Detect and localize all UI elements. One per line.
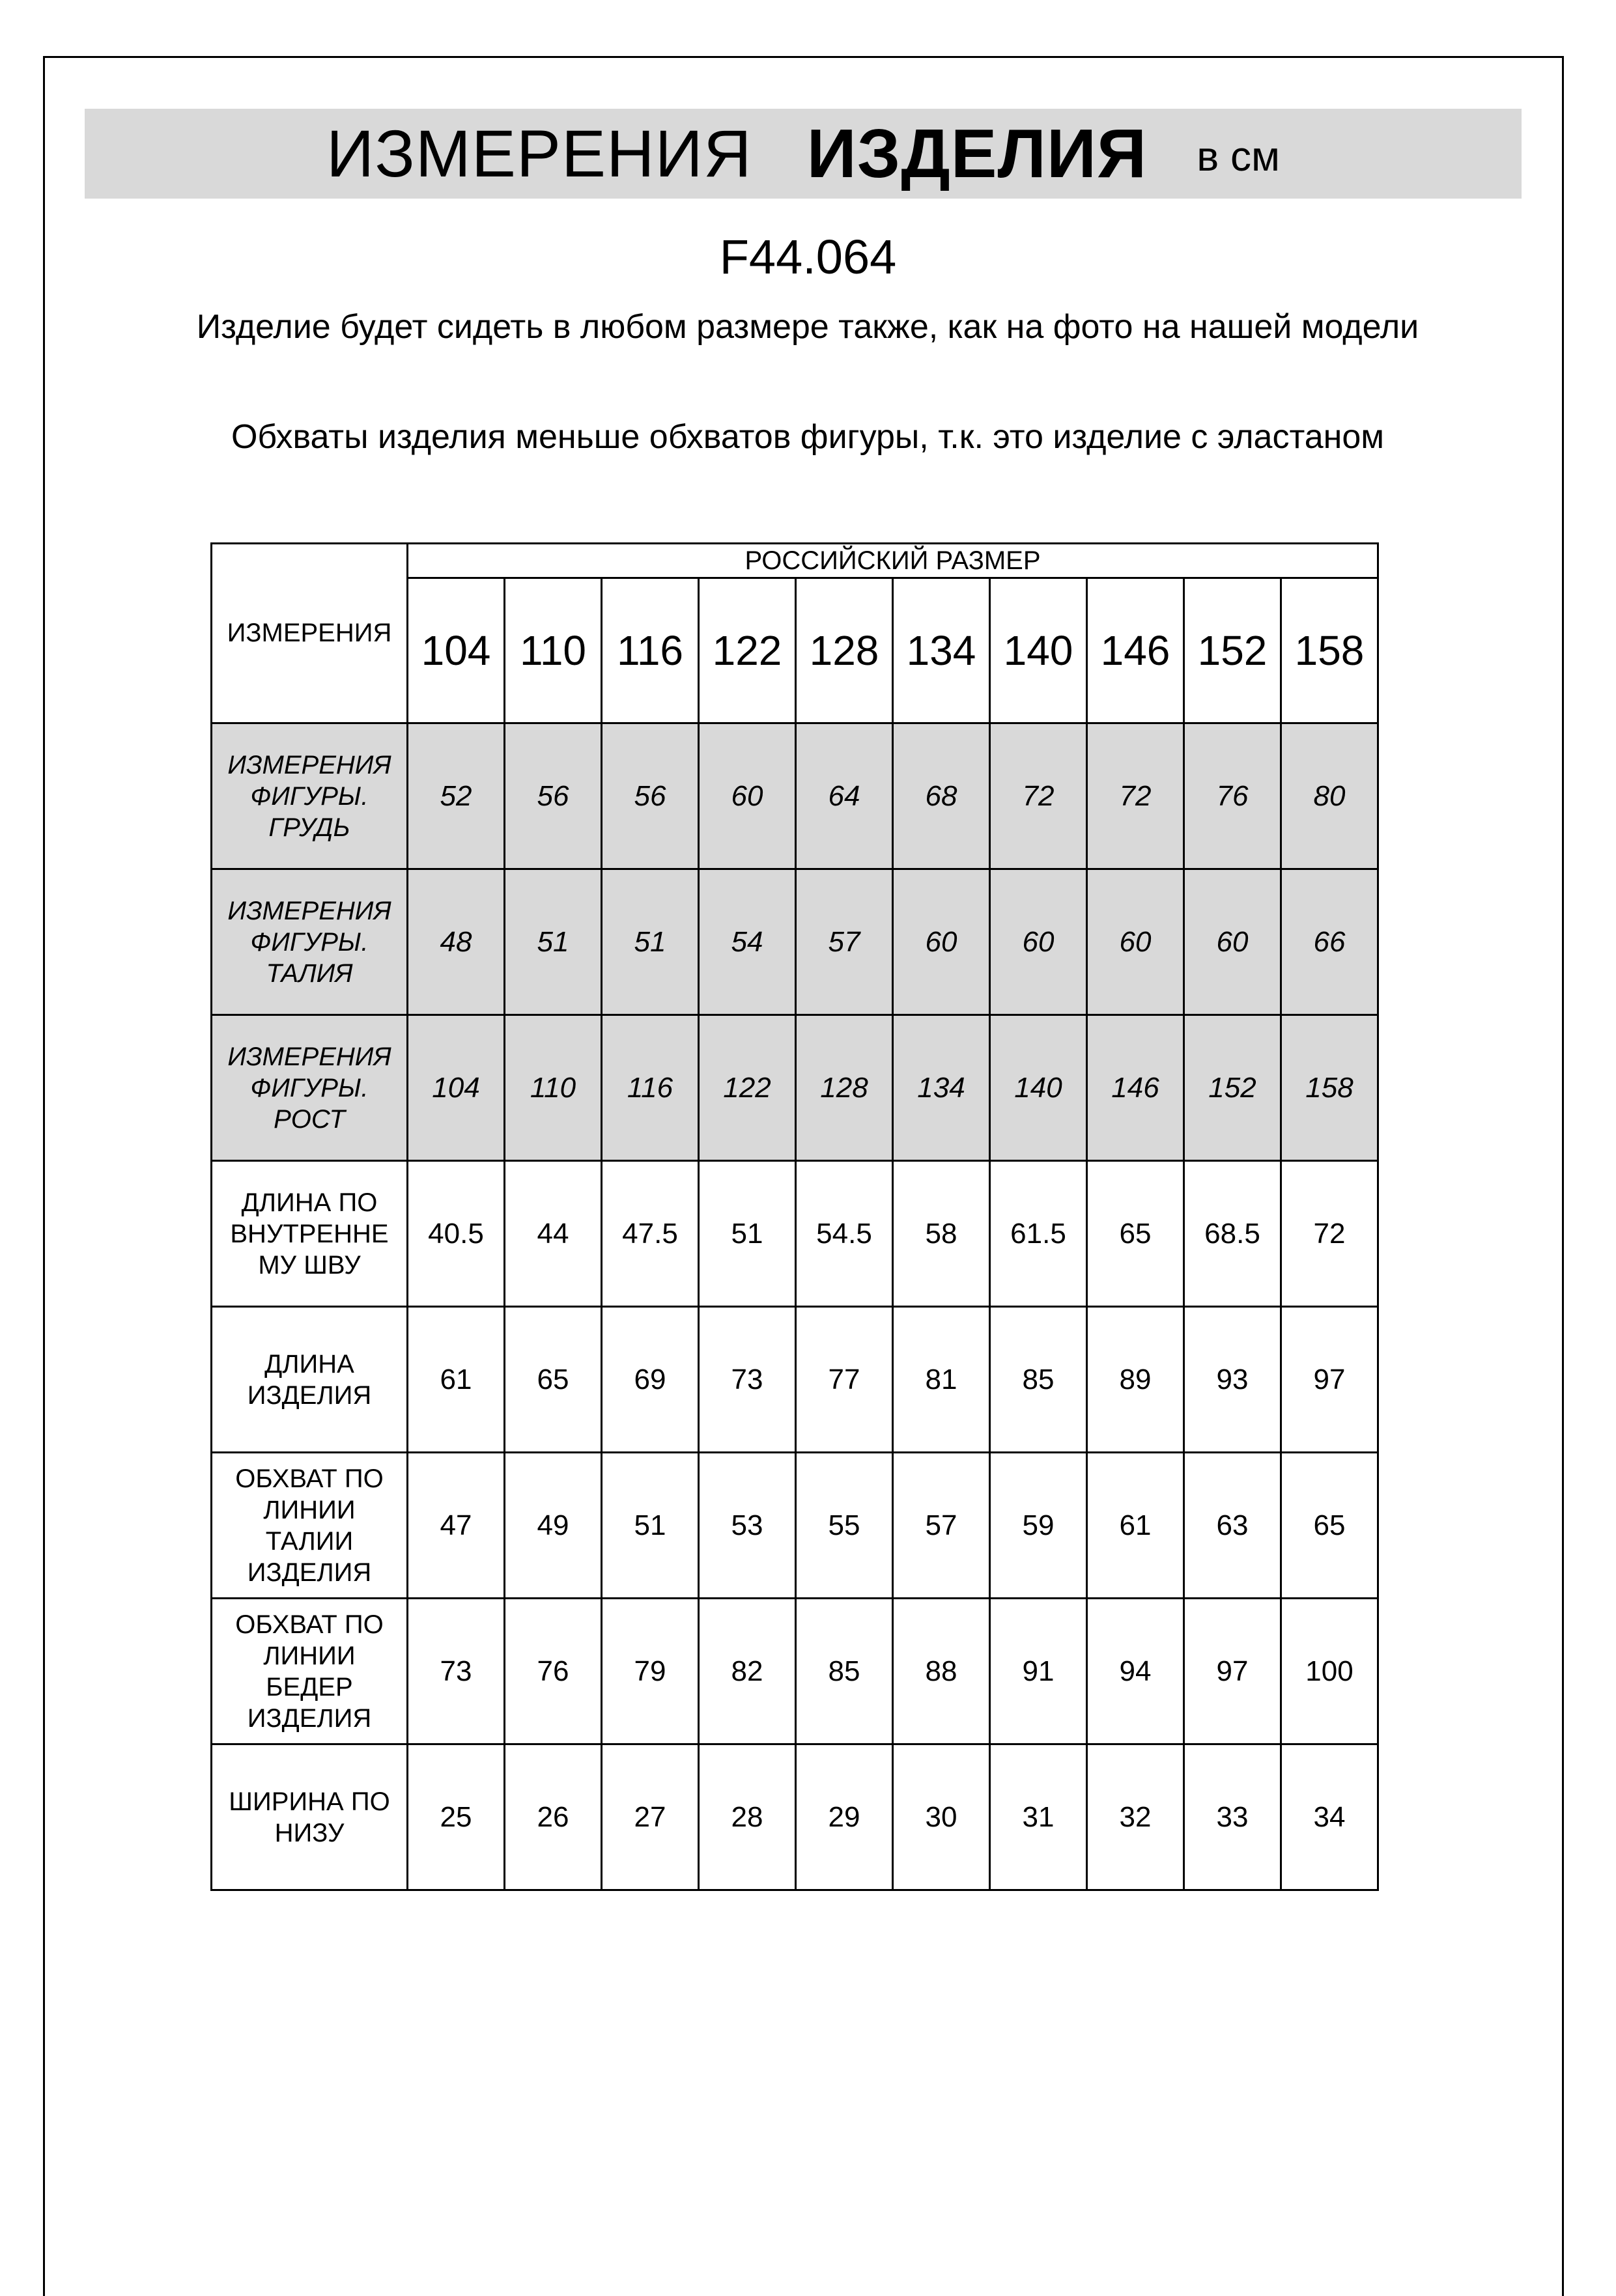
row-label	[212, 869, 408, 1015]
table-cell: 27	[602, 1744, 699, 1890]
table-cell: 33	[1184, 1744, 1281, 1890]
row-label-line: ИЗДЕЛИЯ	[247, 1703, 372, 1733]
table-cell: 72	[1281, 1161, 1378, 1307]
table-cell: 91	[990, 1599, 1087, 1744]
row-label-line: ВНУТРЕННЕ	[230, 1219, 389, 1248]
table-cell: 82	[699, 1599, 796, 1744]
table-cell: 85	[796, 1599, 893, 1744]
table-cell: 77	[796, 1307, 893, 1453]
size-header-140: 140	[990, 578, 1087, 723]
table-cell: 64	[796, 723, 893, 869]
table-cell: 100	[1281, 1599, 1378, 1744]
table-cell: 31	[990, 1744, 1087, 1890]
table-cell: 30	[893, 1744, 990, 1890]
table-cell: 76	[505, 1599, 602, 1744]
row-label-line: ИЗМЕРЕНИЯ	[227, 750, 391, 779]
table-cell: 60	[699, 723, 796, 869]
table-cell: 104	[408, 1015, 505, 1161]
title-product: ИЗДЕЛИЯ	[806, 115, 1148, 192]
table-cell: 61	[1087, 1453, 1184, 1599]
table-cell: 25	[408, 1744, 505, 1890]
table-row	[212, 723, 1378, 869]
table-cell: 49	[505, 1453, 602, 1599]
row-label-line: ИЗМЕРЕНИЯ	[227, 896, 391, 925]
table-cell: 73	[699, 1307, 796, 1453]
row-label-line: ОБХВАТ ПО	[235, 1464, 384, 1493]
table-cell: 65	[1281, 1453, 1378, 1599]
table-cell: 60	[893, 869, 990, 1015]
title-measurements: ИЗМЕРЕНИЯ	[326, 116, 752, 191]
table-cell: 97	[1281, 1307, 1378, 1453]
title-unit: в см	[1197, 133, 1280, 180]
table-cell: 32	[1087, 1744, 1184, 1890]
table-cell: 65	[1087, 1161, 1184, 1307]
article-number: F44.064	[719, 230, 897, 284]
table-cell: 66	[1281, 869, 1378, 1015]
row-label-line: ТАЛИЯ	[266, 959, 353, 988]
table-row	[212, 1744, 1378, 1890]
row-label	[212, 1453, 408, 1599]
table-cell: 56	[505, 723, 602, 869]
table-cell: 54.5	[796, 1161, 893, 1307]
table-cell: 146	[1087, 1015, 1184, 1161]
table-cell: 93	[1184, 1307, 1281, 1453]
corner-header: ИЗМЕРЕНИЯ	[212, 544, 408, 723]
size-header-158: 158	[1281, 578, 1378, 723]
table-cell: 51	[505, 869, 602, 1015]
row-label	[212, 723, 408, 869]
row-label-line: ИЗДЕЛИЯ	[247, 1558, 372, 1587]
page-title	[85, 109, 1522, 199]
size-header-146: 146	[1087, 578, 1184, 723]
size-header-134: 134	[893, 578, 990, 723]
table-cell: 60	[1087, 869, 1184, 1015]
row-label	[212, 1015, 408, 1161]
row-label	[212, 1744, 408, 1890]
row-label	[212, 1161, 408, 1307]
table-cell: 88	[893, 1599, 990, 1744]
table-cell: 51	[602, 1453, 699, 1599]
table-cell: 48	[408, 869, 505, 1015]
row-label-line: ШИРИНА ПО	[229, 1787, 390, 1816]
table-cell: 140	[990, 1015, 1087, 1161]
row-label-line: РОСТ	[274, 1104, 345, 1134]
table-cell: 60	[990, 869, 1087, 1015]
row-label-line: ЛИНИИ	[263, 1495, 356, 1524]
table-cell: 152	[1184, 1015, 1281, 1161]
table-cell: 158	[1281, 1015, 1378, 1161]
table-cell: 58	[893, 1161, 990, 1307]
row-label-line: ДЛИНА ПО	[241, 1188, 378, 1217]
row-label-line: ДЛИНА	[264, 1349, 354, 1379]
row-label-line: ГРУДЬ	[268, 813, 350, 842]
table-cell: 57	[796, 869, 893, 1015]
table-cell: 28	[699, 1744, 796, 1890]
table-row	[212, 1015, 1378, 1161]
table-cell: 61.5	[990, 1161, 1087, 1307]
table-cell: 65	[505, 1307, 602, 1453]
table-row	[212, 869, 1378, 1015]
table-cell: 54	[699, 869, 796, 1015]
table-cell: 72	[990, 723, 1087, 869]
table-cell: 134	[893, 1015, 990, 1161]
size-header-152: 152	[1184, 578, 1281, 723]
table-cell: 128	[796, 1015, 893, 1161]
table-cell: 116	[602, 1015, 699, 1161]
table-row	[212, 1453, 1378, 1599]
table-cell: 122	[699, 1015, 796, 1161]
table-cell: 56	[602, 723, 699, 869]
table-cell: 44	[505, 1161, 602, 1307]
table-cell: 47.5	[602, 1161, 699, 1307]
table-cell: 89	[1087, 1307, 1184, 1453]
row-label-line: НИЗУ	[274, 1818, 345, 1847]
table-cell: 73	[408, 1599, 505, 1744]
row-label-line: МУ ШВУ	[258, 1250, 361, 1280]
elastane-note: Обхваты изделия меньше обхватов фигуры, т.к. это изделие с эластаном	[231, 418, 1385, 456]
table-cell: 76	[1184, 723, 1281, 869]
table-cell: 52	[408, 723, 505, 869]
size-header-128: 128	[796, 578, 893, 723]
row-label-line: ОБХВАТ ПО	[235, 1610, 384, 1639]
size-header-116: 116	[602, 578, 699, 723]
row-label-line: ФИГУРЫ.	[250, 781, 369, 811]
table-row	[212, 1161, 1378, 1307]
table-cell: 72	[1087, 723, 1184, 869]
table-cell: 80	[1281, 723, 1378, 869]
table-cell: 51	[699, 1161, 796, 1307]
table-cell: 26	[505, 1744, 602, 1890]
table-cell: 68.5	[1184, 1161, 1281, 1307]
row-label-line: ИЗДЕЛИЯ	[247, 1380, 372, 1410]
fit-note: Изделие будет сидеть в любом размере также, как на фото на нашей модели	[196, 308, 1419, 346]
size-table	[210, 542, 1379, 1891]
table-cell: 51	[602, 869, 699, 1015]
table-cell: 47	[408, 1453, 505, 1599]
table-cell: 79	[602, 1599, 699, 1744]
table-cell: 97	[1184, 1599, 1281, 1744]
table-cell: 68	[893, 723, 990, 869]
row-label-line: БЕДЕР	[266, 1672, 353, 1701]
size-header-122: 122	[699, 578, 796, 723]
table-cell: 59	[990, 1453, 1087, 1599]
row-label-line: ФИГУРЫ.	[250, 1073, 369, 1102]
table-cell: 34	[1281, 1744, 1378, 1890]
table-row	[212, 1599, 1378, 1744]
table-cell: 29	[796, 1744, 893, 1890]
row-label-line: ФИГУРЫ.	[250, 927, 369, 957]
table-cell: 63	[1184, 1453, 1281, 1599]
row-label	[212, 1599, 408, 1744]
table-cell: 40.5	[408, 1161, 505, 1307]
table-cell: 53	[699, 1453, 796, 1599]
table-cell: 110	[505, 1015, 602, 1161]
row-label-line: ТАЛИИ	[265, 1526, 354, 1556]
size-header-110: 110	[505, 578, 602, 723]
table-cell: 61	[408, 1307, 505, 1453]
table-cell: 81	[893, 1307, 990, 1453]
row-label	[212, 1307, 408, 1453]
table-row	[212, 1307, 1378, 1453]
table-body	[212, 723, 1378, 1890]
table-cell: 55	[796, 1453, 893, 1599]
row-label-line: ИЗМЕРЕНИЯ	[227, 1042, 391, 1071]
table-cell: 57	[893, 1453, 990, 1599]
size-group-header: РОССИЙСКИЙ РАЗМЕР	[408, 544, 1378, 578]
size-header-104: 104	[408, 578, 505, 723]
table-cell: 69	[602, 1307, 699, 1453]
table-cell: 94	[1087, 1599, 1184, 1744]
row-label-line: ЛИНИИ	[263, 1641, 356, 1670]
table-cell: 85	[990, 1307, 1087, 1453]
table-cell: 60	[1184, 869, 1281, 1015]
